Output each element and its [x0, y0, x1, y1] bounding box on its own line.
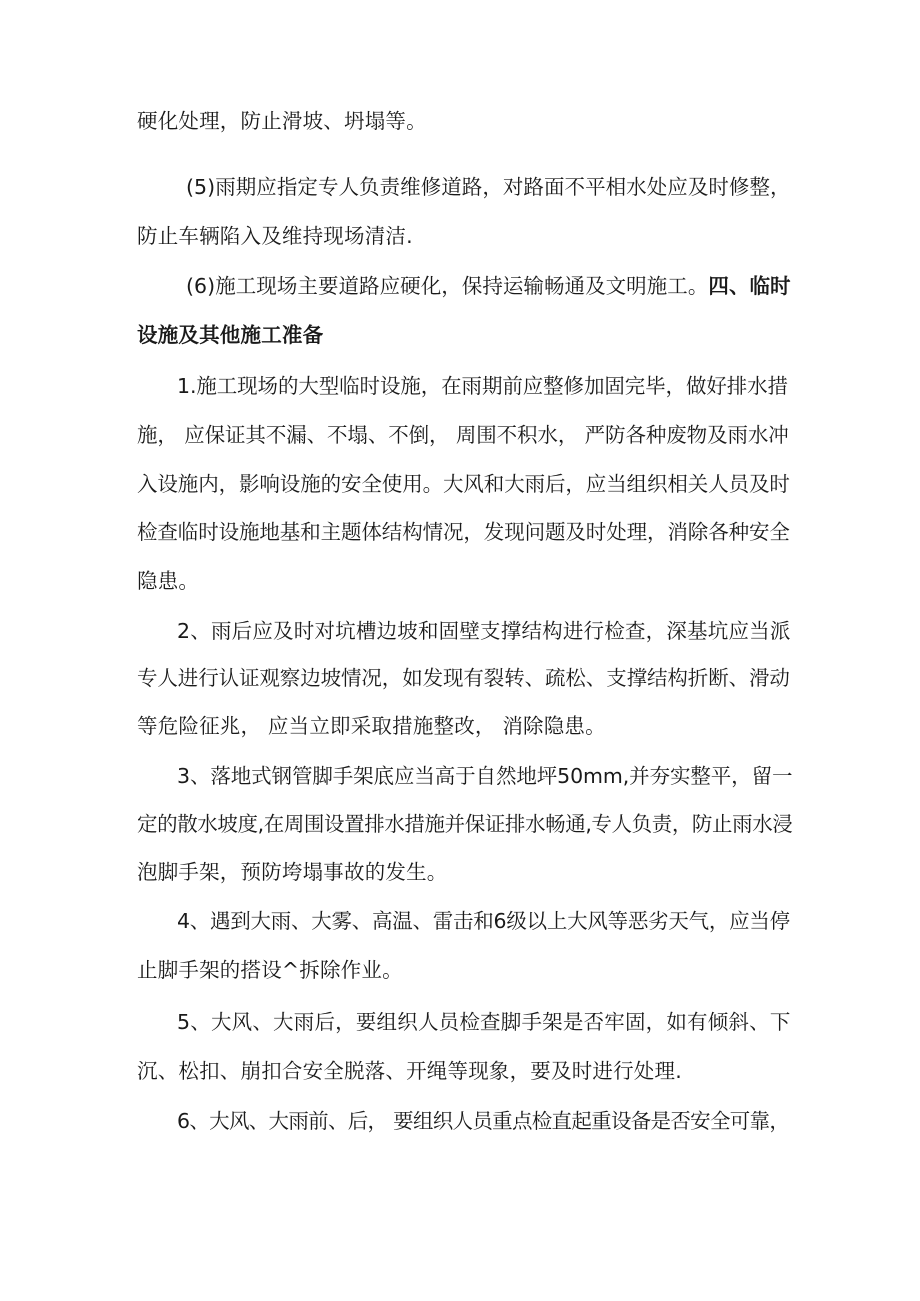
para-3-line-2: 定的散水坡度,在周围设置排水措施并保证排水畅通,专人负责，防止雨水浸: [137, 812, 793, 836]
para-2-line-3: 等危险征兆， 应当立即采取措施整改， 消除隐患。: [137, 714, 606, 738]
para-1-line-3: 入设施内，影响设施的安全使用。大风和大雨后，应当组织相关人员及时: [137, 472, 790, 496]
section-4-heading-end: 设施及其他施工准备: [137, 323, 324, 347]
para-3-line-3: 泡脚手架，预防垮塌事故的发生。: [137, 860, 448, 884]
para-5-line-1: 5、大风、大雨后，要组织人员检查脚手架是否牢固，如有倾斜、下: [177, 1010, 791, 1034]
para-3-line-1: 3、落地式钢管脚手架底应当高于自然地坪50mm,并夯实整平，留一: [177, 764, 793, 788]
para-4-line-1: 4、遇到大雨、大雾、高温、雷击和6级以上大风等恶劣天气，应当停: [177, 909, 790, 933]
para-1-line-1: 1.施工现场的大型临时设施，在雨期前应整修加固完毕，做好排水措: [177, 374, 788, 398]
para-1-line-2: 施， 应保证其不漏、不塌、不倒， 周围不积水， 严防各种废物及雨水冲: [137, 423, 789, 447]
continuation-text: 硬化处理，防止滑坡、坍塌等。: [137, 109, 427, 133]
item-5-line-1: (5)雨期应指定专人负责维修道路，对路面不平相水处应及时修整，: [186, 175, 791, 199]
item-6-text: (6)施工现场主要道路应硬化，保持运输畅通及文明施工。: [186, 274, 709, 298]
item-6-line-1: [186, 272, 791, 300]
para-1-line-4: 检查临时设施地基和主题体结构情况，发现问题及时处理，消除各种安全: [137, 520, 790, 544]
item-5-line-2: 防止车辆陷入及维持现场清洁.: [137, 224, 413, 248]
para-5-line-2: 沉、松扣、崩扣合安全脱落、开绳等现象，要及时进行处理.: [137, 1059, 682, 1083]
para-2-line-2: 专人进行认证观察边坡情况，如发现有裂转、疏松、支撑结构折断、滑动: [137, 666, 790, 690]
para-4-line-2: 止脚手架的搭设^拆除作业。: [137, 958, 403, 982]
para-6-line-1: 6、大风、大雨前、后， 要组织人员重点检直起重设备是否安全可靠，: [177, 1109, 790, 1133]
section-4-heading-start: 四、临时: [708, 274, 791, 298]
para-2-line-1: 2、雨后应及时对坑槽边坡和固壁支撑结构进行检查，深基坑应当派: [177, 619, 791, 643]
para-1-line-5: 隐患。: [137, 569, 200, 593]
